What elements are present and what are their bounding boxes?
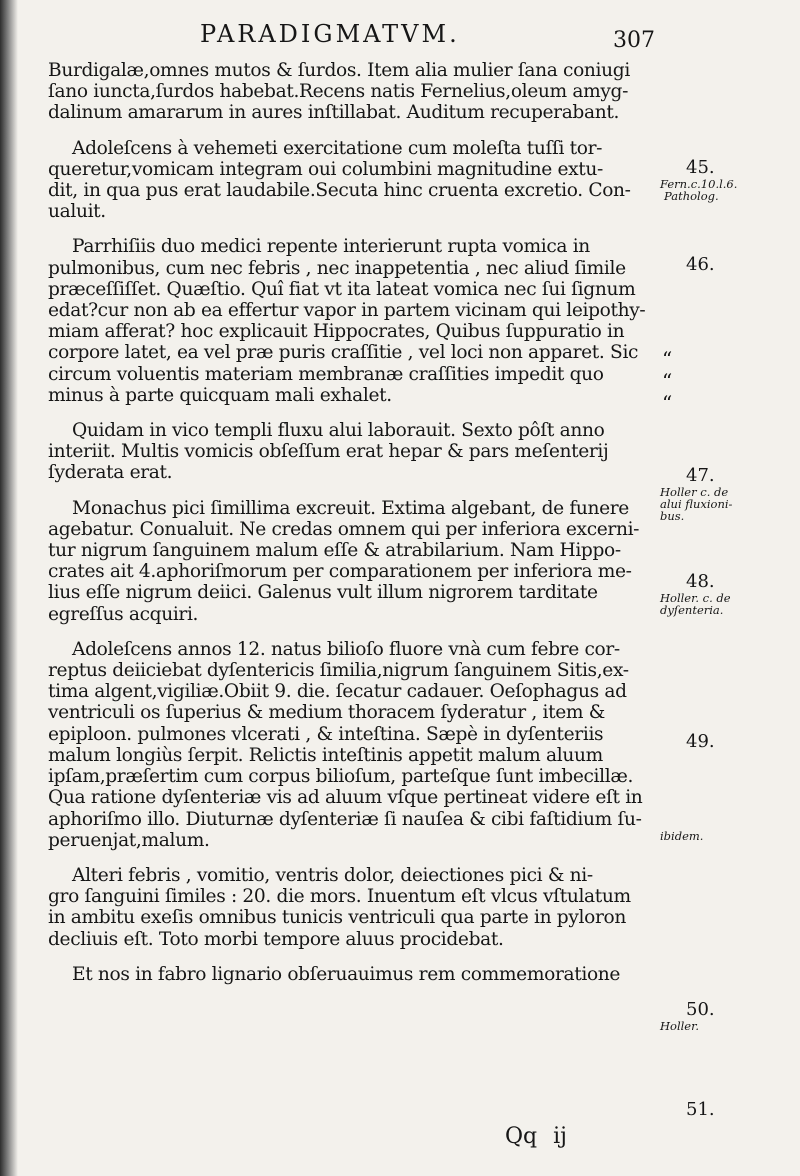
text-line: ſyderata erat. — [48, 462, 173, 484]
note-citation: alui fluxioni- — [660, 497, 733, 511]
text-line: miam afferat? hoc explicauit Hippocrates, Quibus ſuppuratio in — [48, 321, 625, 343]
text-line: tima algent,vigiliæ.Obiit 9. die. ſecatur cadauer. Oeſophagus ad — [48, 681, 627, 703]
text-line: egreſſus acquiri. — [48, 603, 199, 625]
text-line: Burdigalæ,omnes mutos & ſurdos. Item alia mulier ſana coniugi — [48, 60, 630, 81]
text-line: pulmonibus, cum nec febris , nec inappetentia , nec aliud ſimile — [48, 257, 626, 279]
paragraph-4 — [48, 420, 660, 484]
text-line: Parrhiſiis duo medici repente interierunt rupta vomica in — [72, 236, 590, 258]
text-line: Adoleſcens à vehemeti exercitatione cum moleſta tuſſi tor- — [72, 137, 603, 159]
text-line: dalinum amararum in aures inſtillabat. Auditum recuperabant. — [48, 102, 620, 124]
quote-mark: “ — [662, 369, 673, 393]
text-line: malum longiùs ſerpit. Relictis inteſtinis appetit malum aluum — [48, 744, 603, 766]
page-gutter-shadow — [0, 0, 18, 1176]
text-line: agebatur. Conualuit. Ne credas omnem qui per inferiora excerni- — [48, 518, 640, 540]
running-title: PARADIGMATVM. — [200, 20, 460, 48]
paragraph-8 — [48, 964, 660, 985]
note-number: 45. — [686, 157, 715, 178]
text-line: peruenjat,malum. — [48, 829, 210, 851]
text-line: gro ſanguini ſimiles : 20. die mors. Inuentum eſt vlcus vſtulatum — [48, 886, 631, 908]
text-line: epiploon. pulmones vlcerati , & inteſtina. Sæpè in dyſenteriis — [48, 723, 604, 745]
note-citation: Holler c. de — [660, 485, 729, 499]
note-number: 49. — [686, 731, 715, 752]
note-number: 48. — [686, 571, 715, 592]
text-line: minus à parte quicquam mali exhalet. — [48, 384, 392, 406]
text-line: ſano iuncta,ſurdos habebat.Recens natis Fernelius,oleum amyg- — [48, 81, 629, 103]
text-line: Alteri febris , vomitio, ventris dolor, deiectiones pici & ni- — [72, 864, 593, 886]
text-line: edat?cur non ab ea effertur vapor in partem vicinam qui leipothy- — [48, 300, 646, 322]
paragraph-5 — [48, 498, 660, 625]
note-citation: Patholog. — [664, 189, 719, 203]
note-number: 50. — [686, 999, 715, 1020]
quote-mark: “ — [662, 347, 673, 371]
signature-number: ij — [553, 1124, 567, 1149]
page-number: 307 — [613, 28, 655, 53]
signature-mark — [505, 1124, 567, 1149]
note-citation: dyſenteria. — [660, 603, 724, 617]
text-line: decliuis eſt. Toto morbi tempore aluus procidebat. — [48, 928, 504, 950]
text-line: Quidam in vico templi fluxu alui laborauit. Sexto pôſt anno — [72, 420, 605, 442]
page-header — [0, 20, 800, 56]
text-line: Qua ratione dyſenteriæ vis ad aluum vſque pertineat videre eſt in — [48, 787, 643, 809]
margin-note-47 — [660, 466, 800, 522]
text-line: lius eſſe nigrum deiici. Galenus vult illum nigrorem tarditate — [48, 582, 598, 604]
paragraph-2 — [48, 138, 660, 223]
paragraph-1 — [48, 60, 660, 124]
text-line: Monachus pici ſimillima excreuit. Extima algebant, de funere — [72, 497, 629, 519]
text-line: aphoriſmo illo. Diuturnæ dyſenteriæ ſi nauſea & cibi faſtidium ſu- — [48, 808, 642, 830]
text-line: circum voluentis materiam membranæ craſſities impedit quo — [48, 363, 604, 385]
text-line: ventriculi os ſuperius & medium thoracem ſyderatur , item & — [48, 702, 605, 724]
text-line: Et nos in fabro lignario obſeruauimus rem commemoratione — [72, 963, 621, 985]
text-line: interiit. Multis vomicis obſeſſum erat hepar & pars meſenterij — [48, 441, 609, 463]
signature-letters: Qq — [505, 1124, 538, 1149]
paragraph-3 — [48, 236, 660, 406]
note-citation: Fern.c.10.l.6. — [660, 177, 738, 191]
note-number: 46. — [686, 254, 715, 275]
body-text — [48, 60, 660, 999]
note-number: 51. — [686, 1099, 715, 1120]
note-citation: Holler. c. de — [660, 591, 731, 605]
quote-mark: “ — [662, 391, 673, 415]
margin-note-ibidem — [660, 830, 800, 842]
margin-note-45 — [660, 158, 800, 202]
margin-note-49 — [660, 732, 800, 752]
text-line: Adoleſcens annos 12. natus bilioſo fluore vnà cum febre cor- — [72, 638, 620, 660]
text-line: corpore latet, ea vel præ puris craſſitie , vel loci non apparet. Sic — [48, 342, 639, 364]
text-line: præceſſiſſet. Quæſtio. Quî fiat vt ita lateat vomica nec ſui ſignum — [48, 278, 636, 300]
note-citation: bus. — [660, 509, 685, 523]
text-line: in ambitu exeſis omnibus tunicis ventriculi qua parte in pyloron — [48, 907, 626, 929]
note-number: 47. — [686, 465, 715, 486]
margin-note-50 — [660, 1000, 800, 1032]
text-line: tur nigrum ſanguinem malum eſſe & atrabilarium. Nam Hippo- — [48, 540, 621, 562]
note-citation: ibidem. — [660, 829, 704, 843]
paragraph-6 — [48, 639, 660, 851]
margin-note-51 — [660, 1100, 800, 1120]
text-line: crates ait 4.aphoriſmorum per comparationem per inferiora me- — [48, 561, 632, 583]
quotation-marks — [662, 348, 672, 414]
text-line: reptus deiiciebat dyſentericis ſimilia,nigrum ſanguinem Sitis,ex- — [48, 660, 629, 682]
text-line: ipſam,præſertim cum corpus bilioſum, parteſque ſunt imbecillæ. — [48, 766, 634, 788]
note-citation: Holler. — [660, 1019, 700, 1033]
text-line: ualuit. — [48, 201, 106, 223]
text-line: queretur,vomicam integram oui columbini magnitudine extu- — [48, 158, 603, 180]
paragraph-7 — [48, 865, 660, 950]
text-line: dit, in qua pus erat laudabile.Secuta hinc cruenta excretio. Con- — [48, 180, 631, 202]
margin-note-46 — [660, 255, 800, 275]
margin-note-48 — [660, 572, 800, 616]
